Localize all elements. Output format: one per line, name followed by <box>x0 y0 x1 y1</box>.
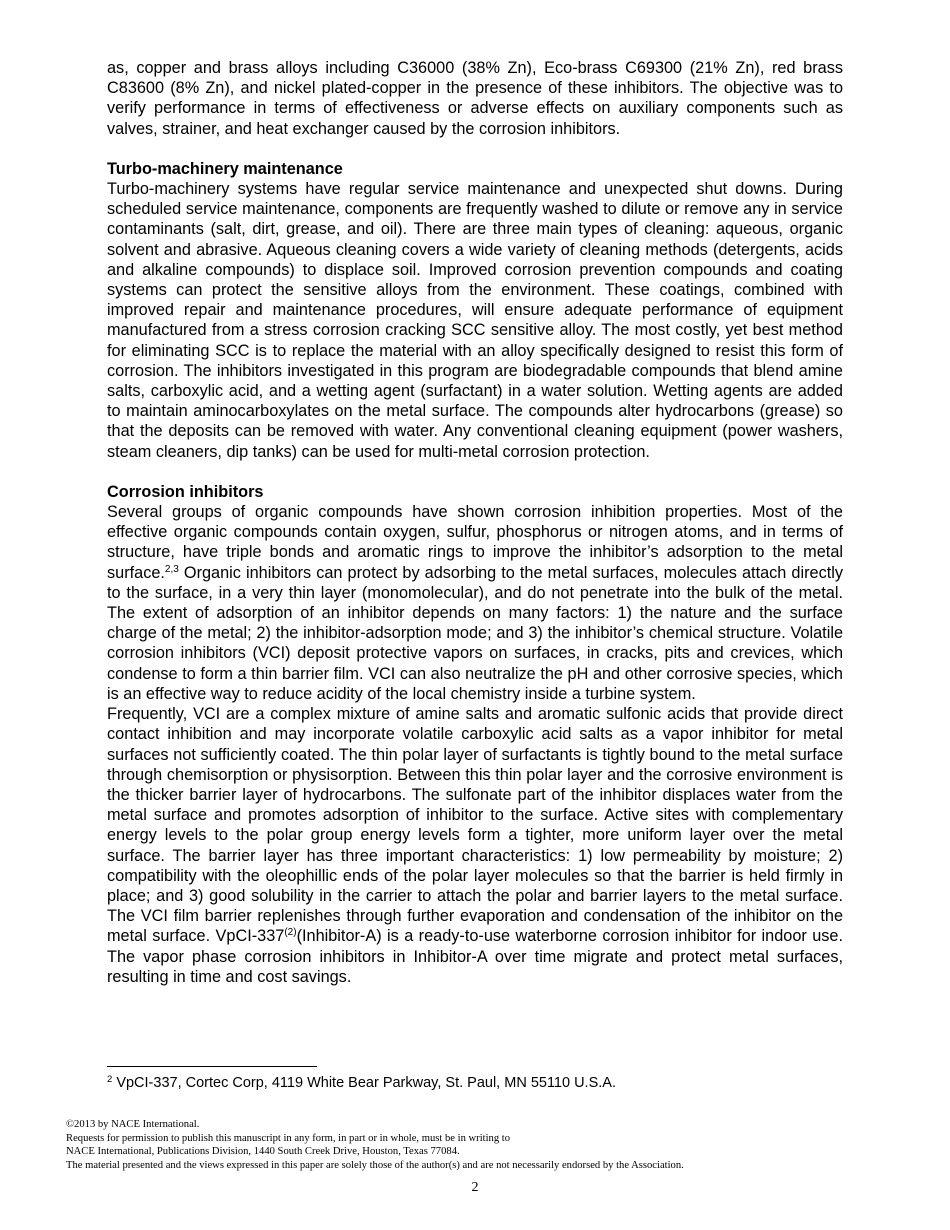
section-heading-turbo: Turbo-machinery maintenance <box>107 159 343 178</box>
corrosion-p2-text-a: Frequently, VCI are a complex mixture of amine salts and aromatic sulfonic acids that provide direct contact inhibition and may incorporate volatile carboxylic acid salts as a vapor inhibitor for metal surfaces not sufficiently coated. The thin polar layer of surfactants is tightly bound to the metal surface through chemisorption or physisorption. Between this thin polar layer and the corrosive environment is the thicker barrier layer of hydrocarbons. The sulfonate part of the inhibitor displaces water from the metal surface and promotes adsorption of inhibitor to the surface. Active sites with complementary energy levels to the polar group energy levels form a tighter, more uniform layer over the metal surface. The barrier layer has three important characteristics: 1) low permeability by moisture; 2) compatibility with the oleophillic ends of the polar layer molecules so that the barrier is held firmly in place; and 3) good solubility in the carrier to attach the polar and barrier layers to the metal surface. The VCI film barrier replenishes through further evaporation and condensation of the inhibitor on the metal surface. VpCI-337 <box>107 705 843 946</box>
footnote-mark: 2 <box>107 1074 113 1085</box>
corrosion-p2-text-b: (Inhibitor-A) is a ready-to-use waterborne corrosion inhibitor for indoor use. The vapor phase corrosion inhibitors in Inhibitor-A over time migrate and protect metal surfaces, resulting in time and cost savings. <box>107 927 844 986</box>
footnote-text: VpCI-337, Cortec Corp, 4119 White Bear Parkway, St. Paul, MN 55110 U.S.A. <box>112 1075 616 1091</box>
footer-copyright: ©2013 by NACE International. <box>66 1119 200 1130</box>
section-heading-corrosion: Corrosion inhibitors <box>107 482 264 501</box>
footer-address: NACE International, Publications Division, 1440 South Creek Drive, Houston, Texas 77084. <box>66 1146 460 1158</box>
footer-disclaimer: The material presented and the views expressed in this paper are solely those of the author(s) and are not necessarily endorsed by the Association. <box>66 1159 684 1171</box>
turbo-paragraph: Turbo-machinery systems have regular service maintenance and unexpected shut downs. During scheduled service maintenance, components are frequently washed to dilute or remove any in service contaminants (salt, dirt, grease, and oil). There are three main types of cleaning: aqueous, organic solvent and abrasive. Aqueous cleaning covers a wide variety of cleaning methods (detergents, acids and alkaline compounds) to displace soil. Improved corrosion prevention compounds and coating systems can protect the sensitive alloys from the environment. These coatings, combined with improved repair and maintenance procedures, will ensure adequate performance of equipment manufactured from a stress corrosion cracking SCC sensitive alloy. The most costly, yet best method for eliminating SCC is to replace the material with an alloy specifically designed to resist this form of corrosion. The inhibitors investigated in this program are biodegradable compounds that blend amine salts, carboxylic acid, and a wetting agent (surfactant) in a water solution. Wetting agents are added to maintain aminocarboxylates on the metal surface. The compounds alter hydrocarbons (grease) so that the deposits can be removed with water. Any conventional cleaning equipment (power washers, steam cleaners, dip tanks) can be used for multi-metal corrosion protection. <box>107 180 843 461</box>
page-footer <box>66 1118 886 1172</box>
corrosion-paragraph-2 <box>107 704 843 987</box>
section-gap <box>107 139 843 159</box>
page-number: 2 <box>471 1180 479 1195</box>
intro-paragraph: as, copper and brass alloys including C36000 (38% Zn), Eco-brass C69300 (21% Zn), red brass C83600 (8% Zn), and nickel plated-copper in the presence of these inhibitors. The objective was to verify performance in terms of effectiveness or adverse effects on auxiliary components such as valves, strainer, and heat exchanger caused by the corrosion inhibitors. <box>107 59 843 138</box>
body-text <box>107 58 843 987</box>
footer-permission: Requests for permission to publish this manuscript in any form, in part or in whole, must be in writing to <box>66 1132 511 1144</box>
footnote <box>107 1074 843 1092</box>
corrosion-p1-text-b: Organic inhibitors can protect by adsorbing to the metal surfaces, molecules attach directly to the surface, in a very thin layer (monomolecular), and do not penetrate into the bulk of the metal. The extent of adsorption of an inhibitor depends on many factors: 1) the nature and the surface charge of the metal; 2) the inhibitor-adsorption mode; and 3) the inhibitor’s chemical structure. Volatile corrosion inhibitors (VCI) deposit protective vapors on surfaces, in cracks, pits and crevices, which condense to form a thin barrier film. VCI can also neutralize the pH and other corrosive species, which is an effective way to reduce acidity of the local chemistry inside a turbine system. <box>107 563 843 703</box>
corrosion-p1-text-a: Several groups of organic compounds have shown corrosion inhibition properties. Most of the effective organic compounds contain oxygen, sulfur, phosphorus or nitrogen atoms, and in terms of structure, have triple bonds and aromatic rings to improve the inhibitor’s adsorption to the metal surface. <box>107 503 843 582</box>
corrosion-paragraph-1 <box>107 502 843 704</box>
footnote-reference: (2) <box>284 927 297 939</box>
footnote-rule <box>107 1066 317 1067</box>
section-gap <box>107 462 843 482</box>
citation-superscript: 2,3 <box>164 563 179 575</box>
